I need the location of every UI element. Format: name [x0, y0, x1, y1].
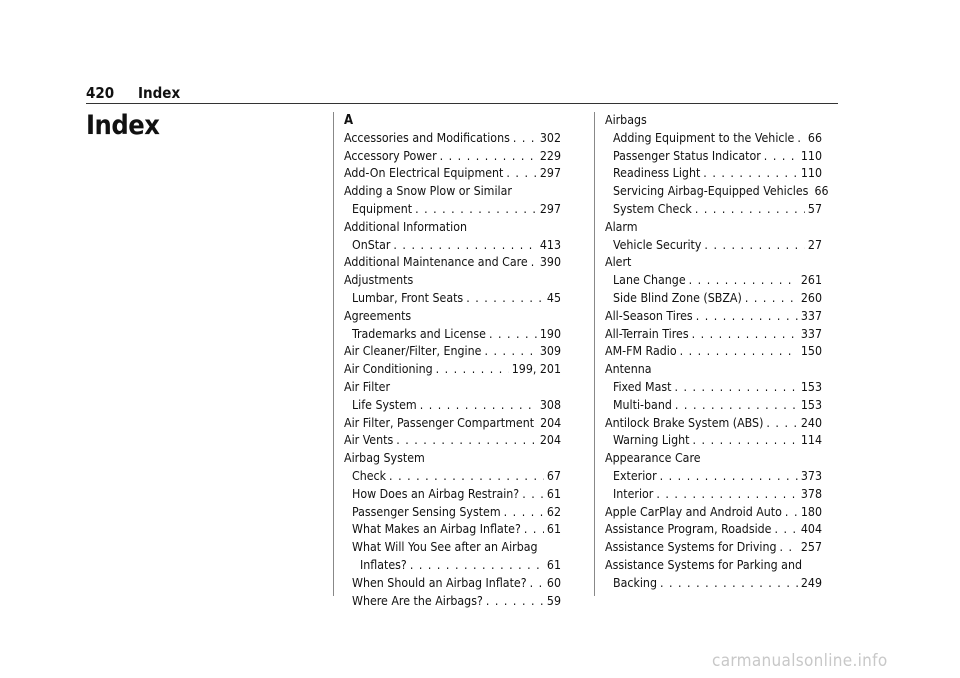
dot-leader [396, 432, 537, 450]
index-entry [344, 326, 561, 344]
dot-leader [656, 486, 798, 504]
index-entry [605, 290, 822, 308]
entry-text: OnStar [352, 237, 391, 252]
entry-text: Check [352, 468, 387, 483]
page-reference: 404 [800, 522, 822, 537]
entry-text: Backing [613, 575, 657, 590]
entry-text: Air Vents [344, 433, 394, 448]
page-reference: 153 [800, 397, 822, 412]
column-divider-right [594, 112, 595, 596]
dot-leader [660, 575, 798, 593]
column-divider-left [333, 112, 334, 596]
dot-leader [415, 201, 537, 219]
index-entry [344, 183, 561, 201]
page-reference: 261 [800, 273, 822, 288]
entry-text: Apple CarPlay and Android Auto [605, 504, 782, 519]
entry-text: Inflates? [360, 557, 407, 572]
index-entry [605, 361, 822, 379]
index-entry [605, 237, 822, 255]
entry-text: All-Terrain Tires [605, 326, 689, 341]
entry-text: Adjustments [344, 273, 414, 288]
page-reference: 199, 201 [511, 362, 561, 377]
dot-leader [524, 521, 544, 539]
index-entry [605, 415, 822, 433]
index-entry [605, 557, 822, 575]
page-reference: 373 [800, 468, 822, 483]
dot-leader [504, 504, 544, 522]
index-entry [344, 486, 561, 504]
entry-text: Vehicle Security [613, 237, 702, 252]
entry-text: Passenger Sensing System [352, 504, 501, 519]
page-reference: 240 [800, 415, 822, 430]
entry-text: Appearance Care [605, 451, 701, 466]
index-entry [605, 254, 822, 272]
entry-text: What Makes an Airbag Inflate? [352, 522, 521, 537]
dot-leader [489, 326, 537, 344]
entry-text: Fixed Mast [613, 379, 672, 394]
page-reference: 153 [800, 379, 822, 394]
page-reference: 45 [546, 290, 561, 305]
page-reference: 249 [800, 575, 822, 590]
page-reference: 297 [539, 201, 561, 216]
page-header [86, 84, 180, 102]
dot-leader [680, 343, 798, 361]
dot-leader [660, 468, 798, 486]
page-reference: 67 [546, 468, 561, 483]
index-entry [344, 379, 561, 397]
entry-text: Readiness Light [613, 166, 701, 181]
dot-leader [436, 361, 509, 379]
header-rule [86, 103, 838, 104]
page-number: 420 [86, 84, 115, 102]
page-reference: 61 [546, 557, 561, 572]
entry-text: Air Conditioning [344, 362, 433, 377]
index-entry [344, 521, 561, 539]
entry-text: Multi-band [613, 397, 672, 412]
index-entry [605, 379, 822, 397]
entry-text: Adding Equipment to the Vehicle [613, 130, 795, 145]
dot-leader [675, 397, 798, 415]
dot-leader [440, 148, 537, 166]
entry-text: What Will You See after an Airbag [352, 540, 538, 555]
page-reference: 337 [800, 326, 822, 341]
index-entry [344, 468, 561, 486]
dot-leader [695, 201, 805, 219]
page-reference: 110 [800, 166, 822, 181]
dot-leader [780, 539, 798, 557]
entry-text: Assistance Program, Roadside [605, 522, 772, 537]
page-reference: 297 [539, 166, 561, 181]
page-reference: 302 [539, 130, 561, 145]
index-entry [605, 148, 822, 166]
page-reference: 378 [800, 486, 822, 501]
entry-text: Airbags [605, 113, 647, 127]
dot-leader [531, 254, 537, 272]
entry-text: Air Filter [344, 379, 391, 394]
dot-leader [486, 593, 544, 611]
entry-text: Life System [352, 397, 417, 412]
entry-text: Where Are the Airbags? [352, 593, 483, 608]
entry-text: System Check [613, 201, 692, 216]
entry-text: Agreements [344, 308, 412, 323]
index-entry [344, 450, 561, 468]
index-letter: A [344, 113, 354, 128]
index-entry [344, 308, 561, 326]
dot-leader [785, 504, 798, 522]
index-entry [605, 504, 822, 522]
index-entry [605, 201, 822, 219]
index-entry [605, 130, 822, 148]
entry-text: When Should an Airbag Inflate? [352, 575, 527, 590]
page-reference: 204 [539, 433, 561, 448]
dot-leader [393, 237, 536, 255]
page-reference: 110 [800, 148, 822, 163]
index-entry [344, 361, 561, 379]
index-entry [344, 504, 561, 522]
index-entry [344, 272, 561, 290]
index-entry [605, 165, 822, 183]
index-entry [344, 593, 561, 611]
dot-leader [764, 148, 798, 166]
entry-text: All-Season Tires [605, 308, 693, 323]
entry-text: Antenna [605, 362, 652, 377]
entry-text: Assistance Systems for Parking and [605, 557, 803, 572]
header-section: Index [138, 84, 181, 102]
entry-text: AM-FM Radio [605, 344, 677, 359]
index-column-1 [344, 112, 561, 610]
entry-text: Accessory Power [344, 148, 437, 163]
index-entry [605, 326, 822, 344]
page-reference: 308 [539, 397, 561, 412]
page-reference: 66 [807, 130, 822, 145]
dot-leader [513, 130, 537, 148]
index-entry [605, 183, 829, 201]
index-entry [344, 397, 561, 415]
index-column-2 [605, 112, 829, 593]
entry-text: How Does an Airbag Restrain? [352, 486, 520, 501]
entry-text: Additional Information [344, 219, 468, 234]
dot-leader [530, 575, 544, 593]
page-reference: 60 [546, 575, 561, 590]
index-entry [605, 343, 822, 361]
dot-leader [506, 165, 536, 183]
index-entry [344, 575, 561, 593]
index-entry [605, 539, 822, 557]
dot-leader [704, 237, 805, 255]
page-reference: 390 [539, 255, 561, 270]
dot-leader [775, 521, 798, 539]
index-entry [605, 432, 822, 450]
dot-leader [797, 130, 805, 148]
page-reference: 66 [814, 184, 829, 199]
entry-text: Equipment [352, 201, 413, 216]
index-entry [605, 486, 822, 504]
index-entry [605, 521, 822, 539]
dot-leader [420, 397, 537, 415]
entry-text: Airbag System [344, 451, 425, 466]
dot-leader [745, 290, 798, 308]
entry-text: Servicing Airbag-Equipped Vehicles [613, 184, 809, 199]
index-entry [605, 575, 822, 593]
dot-leader [674, 379, 797, 397]
entry-text: Assistance Systems for Driving [605, 540, 777, 555]
page-reference: 59 [546, 593, 561, 608]
dot-leader [703, 165, 798, 183]
dot-leader [389, 468, 544, 486]
index-entry [344, 343, 561, 361]
entry-text: Antilock Brake System (ABS) [605, 415, 764, 430]
page-reference: 413 [539, 237, 561, 252]
entry-text: Warning Light [613, 433, 690, 448]
index-entry [605, 112, 822, 130]
entry-text: Alarm [605, 219, 638, 234]
index-entry [344, 254, 561, 272]
page-reference: 257 [800, 540, 822, 555]
dot-leader [466, 290, 544, 308]
index-entry [344, 237, 561, 255]
index-entry [344, 432, 561, 450]
index-entry [344, 201, 561, 219]
page-reference: 204 [540, 415, 562, 430]
entry-text: Adding a Snow Plow or Similar [344, 184, 512, 199]
dot-leader [484, 343, 536, 361]
page-reference: 61 [546, 486, 561, 501]
page-reference: 229 [539, 148, 561, 163]
dot-leader [522, 486, 544, 504]
page-reference: 62 [546, 504, 561, 519]
entry-text: Alert [605, 255, 632, 270]
entry-text: Additional Maintenance and Care [344, 255, 528, 270]
page-reference: 309 [539, 344, 561, 359]
page-reference: 57 [807, 201, 822, 216]
entry-text: Exterior [613, 468, 657, 483]
page-reference: 27 [807, 237, 822, 252]
index-entry [605, 308, 822, 326]
entry-text: Trademarks and License [352, 326, 486, 341]
index-entry [605, 397, 822, 415]
page-reference: 150 [800, 344, 822, 359]
dot-leader [766, 415, 797, 433]
index-entry [605, 468, 822, 486]
dot-leader [689, 272, 798, 290]
dot-leader [693, 432, 798, 450]
index-entry [344, 148, 561, 166]
entry-text: Interior [613, 486, 654, 501]
entry-text: Lumbar, Front Seats [352, 290, 464, 305]
entry-text: Accessories and Modifications [344, 130, 510, 145]
index-title: Index [86, 110, 160, 141]
dot-leader [410, 557, 544, 575]
entry-text: Passenger Status Indicator [613, 148, 761, 163]
entry-text: Air Cleaner/Filter, Engine [344, 344, 482, 359]
page-reference: 260 [800, 290, 822, 305]
index-entry [344, 290, 561, 308]
page-reference: 337 [800, 308, 822, 323]
index-entry [344, 219, 561, 237]
page-reference: 190 [539, 326, 561, 341]
entry-text: Add-On Electrical Equipment [344, 166, 504, 181]
index-entry [605, 272, 822, 290]
index-entry [344, 130, 561, 148]
entry-text: Side Blind Zone (SBZA) [613, 290, 742, 305]
dot-leader [692, 326, 798, 344]
index-entry [605, 450, 822, 468]
footer-watermark: carmanualsonline.info [712, 651, 888, 671]
index-entry [344, 415, 561, 433]
index-entry [344, 165, 561, 183]
page-reference: 180 [800, 504, 822, 519]
entry-text: Air Filter, Passenger Compartment [344, 415, 535, 430]
index-entry [605, 219, 822, 237]
page-reference: 61 [546, 522, 561, 537]
index-entry [344, 539, 561, 557]
page-reference: 114 [800, 433, 822, 448]
entry-text: Lane Change [613, 273, 686, 288]
index-entry [344, 557, 561, 575]
dot-leader [696, 308, 798, 326]
